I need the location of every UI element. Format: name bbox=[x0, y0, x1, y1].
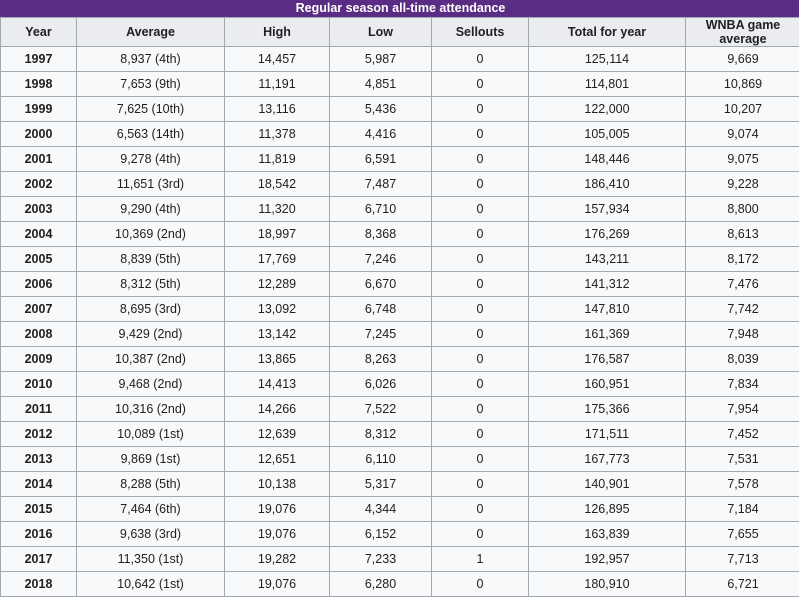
cell-high: 14,266 bbox=[225, 397, 330, 422]
cell-sellouts: 0 bbox=[432, 522, 529, 547]
cell-average: 7,464 (6th) bbox=[77, 497, 225, 522]
table-row bbox=[1, 447, 799, 472]
table-row bbox=[1, 222, 799, 247]
cell-year: 2008 bbox=[1, 322, 77, 347]
table-row bbox=[1, 247, 799, 272]
cell-total: 126,895 bbox=[529, 497, 686, 522]
cell-year: 2007 bbox=[1, 297, 77, 322]
cell-year: 2018 bbox=[1, 572, 77, 597]
cell-year: 2016 bbox=[1, 522, 77, 547]
table-row bbox=[1, 522, 799, 547]
cell-sellouts: 0 bbox=[432, 122, 529, 147]
cell-wnba-average: 9,075 bbox=[686, 147, 799, 172]
cell-average: 10,089 (1st) bbox=[77, 422, 225, 447]
cell-total: 148,446 bbox=[529, 147, 686, 172]
table-row bbox=[1, 297, 799, 322]
cell-year: 2011 bbox=[1, 397, 77, 422]
cell-total: 114,801 bbox=[529, 72, 686, 97]
cell-average: 9,290 (4th) bbox=[77, 197, 225, 222]
cell-year: 1998 bbox=[1, 72, 77, 97]
cell-average: 8,937 (4th) bbox=[77, 47, 225, 72]
cell-sellouts: 0 bbox=[432, 72, 529, 97]
table-row bbox=[1, 172, 799, 197]
cell-total: 192,957 bbox=[529, 547, 686, 572]
cell-wnba-average: 10,207 bbox=[686, 97, 799, 122]
cell-sellouts: 0 bbox=[432, 397, 529, 422]
cell-total: 167,773 bbox=[529, 447, 686, 472]
cell-low: 5,436 bbox=[330, 97, 432, 122]
cell-wnba-average: 9,228 bbox=[686, 172, 799, 197]
cell-low: 7,246 bbox=[330, 247, 432, 272]
cell-average: 10,642 (1st) bbox=[77, 572, 225, 597]
cell-average: 8,839 (5th) bbox=[77, 247, 225, 272]
cell-low: 7,233 bbox=[330, 547, 432, 572]
header-high: High bbox=[225, 18, 330, 47]
table-row bbox=[1, 422, 799, 447]
cell-average: 9,869 (1st) bbox=[77, 447, 225, 472]
cell-total: 122,000 bbox=[529, 97, 686, 122]
cell-year: 2010 bbox=[1, 372, 77, 397]
header-wnba-average: WNBA game average bbox=[686, 18, 799, 47]
cell-total: 176,269 bbox=[529, 222, 686, 247]
cell-wnba-average: 8,039 bbox=[686, 347, 799, 372]
table-row bbox=[1, 372, 799, 397]
cell-total: 163,839 bbox=[529, 522, 686, 547]
cell-average: 9,429 (2nd) bbox=[77, 322, 225, 347]
cell-high: 13,865 bbox=[225, 347, 330, 372]
cell-total: 143,211 bbox=[529, 247, 686, 272]
cell-sellouts: 0 bbox=[432, 372, 529, 397]
cell-wnba-average: 6,721 bbox=[686, 572, 799, 597]
table-row bbox=[1, 322, 799, 347]
cell-low: 4,344 bbox=[330, 497, 432, 522]
cell-low: 6,280 bbox=[330, 572, 432, 597]
cell-total: 140,901 bbox=[529, 472, 686, 497]
cell-wnba-average: 7,531 bbox=[686, 447, 799, 472]
cell-sellouts: 0 bbox=[432, 497, 529, 522]
cell-total: 161,369 bbox=[529, 322, 686, 347]
cell-low: 7,487 bbox=[330, 172, 432, 197]
cell-high: 19,282 bbox=[225, 547, 330, 572]
cell-year: 2015 bbox=[1, 497, 77, 522]
cell-wnba-average: 7,655 bbox=[686, 522, 799, 547]
cell-high: 11,819 bbox=[225, 147, 330, 172]
cell-high: 19,076 bbox=[225, 572, 330, 597]
cell-low: 7,245 bbox=[330, 322, 432, 347]
cell-average: 6,563 (14th) bbox=[77, 122, 225, 147]
cell-high: 18,997 bbox=[225, 222, 330, 247]
cell-wnba-average: 7,452 bbox=[686, 422, 799, 447]
cell-low: 6,670 bbox=[330, 272, 432, 297]
cell-year: 1999 bbox=[1, 97, 77, 122]
cell-wnba-average: 9,669 bbox=[686, 47, 799, 72]
table-row bbox=[1, 122, 799, 147]
cell-sellouts: 0 bbox=[432, 347, 529, 372]
cell-low: 4,416 bbox=[330, 122, 432, 147]
cell-sellouts: 0 bbox=[432, 222, 529, 247]
cell-high: 18,542 bbox=[225, 172, 330, 197]
cell-sellouts: 0 bbox=[432, 472, 529, 497]
cell-average: 9,468 (2nd) bbox=[77, 372, 225, 397]
cell-year: 2002 bbox=[1, 172, 77, 197]
cell-high: 12,639 bbox=[225, 422, 330, 447]
cell-wnba-average: 7,742 bbox=[686, 297, 799, 322]
cell-high: 11,378 bbox=[225, 122, 330, 147]
cell-sellouts: 0 bbox=[432, 422, 529, 447]
cell-year: 2013 bbox=[1, 447, 77, 472]
cell-wnba-average: 9,074 bbox=[686, 122, 799, 147]
cell-high: 12,651 bbox=[225, 447, 330, 472]
cell-wnba-average: 7,184 bbox=[686, 497, 799, 522]
cell-low: 5,987 bbox=[330, 47, 432, 72]
cell-total: 157,934 bbox=[529, 197, 686, 222]
cell-year: 2005 bbox=[1, 247, 77, 272]
cell-wnba-average: 7,834 bbox=[686, 372, 799, 397]
table-body bbox=[1, 47, 799, 597]
cell-low: 8,368 bbox=[330, 222, 432, 247]
cell-sellouts: 0 bbox=[432, 447, 529, 472]
cell-year: 2001 bbox=[1, 147, 77, 172]
cell-high: 11,320 bbox=[225, 197, 330, 222]
cell-average: 8,312 (5th) bbox=[77, 272, 225, 297]
cell-wnba-average: 8,800 bbox=[686, 197, 799, 222]
table-row bbox=[1, 272, 799, 297]
cell-sellouts: 0 bbox=[432, 47, 529, 72]
table-row bbox=[1, 97, 799, 122]
cell-high: 17,769 bbox=[225, 247, 330, 272]
table-row bbox=[1, 197, 799, 222]
cell-total: 160,951 bbox=[529, 372, 686, 397]
table-row bbox=[1, 472, 799, 497]
cell-low: 7,522 bbox=[330, 397, 432, 422]
cell-total: 125,114 bbox=[529, 47, 686, 72]
cell-high: 19,076 bbox=[225, 522, 330, 547]
cell-average: 11,350 (1st) bbox=[77, 547, 225, 572]
cell-wnba-average: 10,869 bbox=[686, 72, 799, 97]
header-low: Low bbox=[330, 18, 432, 47]
cell-year: 1997 bbox=[1, 47, 77, 72]
cell-sellouts: 0 bbox=[432, 572, 529, 597]
cell-total: 147,810 bbox=[529, 297, 686, 322]
cell-average: 7,625 (10th) bbox=[77, 97, 225, 122]
cell-sellouts: 1 bbox=[432, 547, 529, 572]
header-total: Total for year bbox=[529, 18, 686, 47]
cell-low: 6,152 bbox=[330, 522, 432, 547]
cell-low: 8,312 bbox=[330, 422, 432, 447]
cell-year: 2017 bbox=[1, 547, 77, 572]
cell-average: 8,695 (3rd) bbox=[77, 297, 225, 322]
cell-total: 186,410 bbox=[529, 172, 686, 197]
cell-high: 13,142 bbox=[225, 322, 330, 347]
cell-year: 2000 bbox=[1, 122, 77, 147]
cell-average: 8,288 (5th) bbox=[77, 472, 225, 497]
cell-wnba-average: 7,578 bbox=[686, 472, 799, 497]
cell-low: 8,263 bbox=[330, 347, 432, 372]
cell-high: 10,138 bbox=[225, 472, 330, 497]
cell-low: 6,026 bbox=[330, 372, 432, 397]
cell-sellouts: 0 bbox=[432, 297, 529, 322]
cell-year: 2012 bbox=[1, 422, 77, 447]
cell-high: 14,457 bbox=[225, 47, 330, 72]
cell-sellouts: 0 bbox=[432, 272, 529, 297]
table-row bbox=[1, 397, 799, 422]
table-row bbox=[1, 497, 799, 522]
cell-year: 2004 bbox=[1, 222, 77, 247]
table-row bbox=[1, 572, 799, 597]
table-row bbox=[1, 347, 799, 372]
cell-average: 10,369 (2nd) bbox=[77, 222, 225, 247]
cell-low: 5,317 bbox=[330, 472, 432, 497]
cell-total: 175,366 bbox=[529, 397, 686, 422]
cell-wnba-average: 8,172 bbox=[686, 247, 799, 272]
cell-low: 6,710 bbox=[330, 197, 432, 222]
cell-low: 6,591 bbox=[330, 147, 432, 172]
cell-wnba-average: 7,954 bbox=[686, 397, 799, 422]
cell-low: 4,851 bbox=[330, 72, 432, 97]
cell-average: 10,387 (2nd) bbox=[77, 347, 225, 372]
cell-average: 7,653 (9th) bbox=[77, 72, 225, 97]
cell-sellouts: 0 bbox=[432, 322, 529, 347]
header-year: Year bbox=[1, 18, 77, 47]
cell-high: 12,289 bbox=[225, 272, 330, 297]
table-row bbox=[1, 547, 799, 572]
cell-average: 11,651 (3rd) bbox=[77, 172, 225, 197]
cell-low: 6,110 bbox=[330, 447, 432, 472]
table-caption: Regular season all-time attendance bbox=[0, 0, 799, 17]
cell-sellouts: 0 bbox=[432, 197, 529, 222]
cell-wnba-average: 7,476 bbox=[686, 272, 799, 297]
cell-sellouts: 0 bbox=[432, 97, 529, 122]
cell-total: 176,587 bbox=[529, 347, 686, 372]
cell-sellouts: 0 bbox=[432, 172, 529, 197]
table-row bbox=[1, 147, 799, 172]
header-sellouts: Sellouts bbox=[432, 18, 529, 47]
cell-year: 2009 bbox=[1, 347, 77, 372]
cell-high: 19,076 bbox=[225, 497, 330, 522]
header-row bbox=[1, 18, 799, 47]
cell-high: 13,116 bbox=[225, 97, 330, 122]
cell-year: 2014 bbox=[1, 472, 77, 497]
cell-sellouts: 0 bbox=[432, 247, 529, 272]
cell-wnba-average: 8,613 bbox=[686, 222, 799, 247]
table-row bbox=[1, 72, 799, 97]
table-row bbox=[1, 47, 799, 72]
cell-total: 141,312 bbox=[529, 272, 686, 297]
cell-wnba-average: 7,948 bbox=[686, 322, 799, 347]
cell-total: 171,511 bbox=[529, 422, 686, 447]
cell-sellouts: 0 bbox=[432, 147, 529, 172]
cell-average: 9,638 (3rd) bbox=[77, 522, 225, 547]
header-average: Average bbox=[77, 18, 225, 47]
cell-total: 105,005 bbox=[529, 122, 686, 147]
cell-year: 2003 bbox=[1, 197, 77, 222]
cell-year: 2006 bbox=[1, 272, 77, 297]
cell-high: 11,191 bbox=[225, 72, 330, 97]
cell-average: 9,278 (4th) bbox=[77, 147, 225, 172]
cell-wnba-average: 7,713 bbox=[686, 547, 799, 572]
cell-average: 10,316 (2nd) bbox=[77, 397, 225, 422]
cell-high: 13,092 bbox=[225, 297, 330, 322]
cell-total: 180,910 bbox=[529, 572, 686, 597]
cell-high: 14,413 bbox=[225, 372, 330, 397]
cell-low: 6,748 bbox=[330, 297, 432, 322]
